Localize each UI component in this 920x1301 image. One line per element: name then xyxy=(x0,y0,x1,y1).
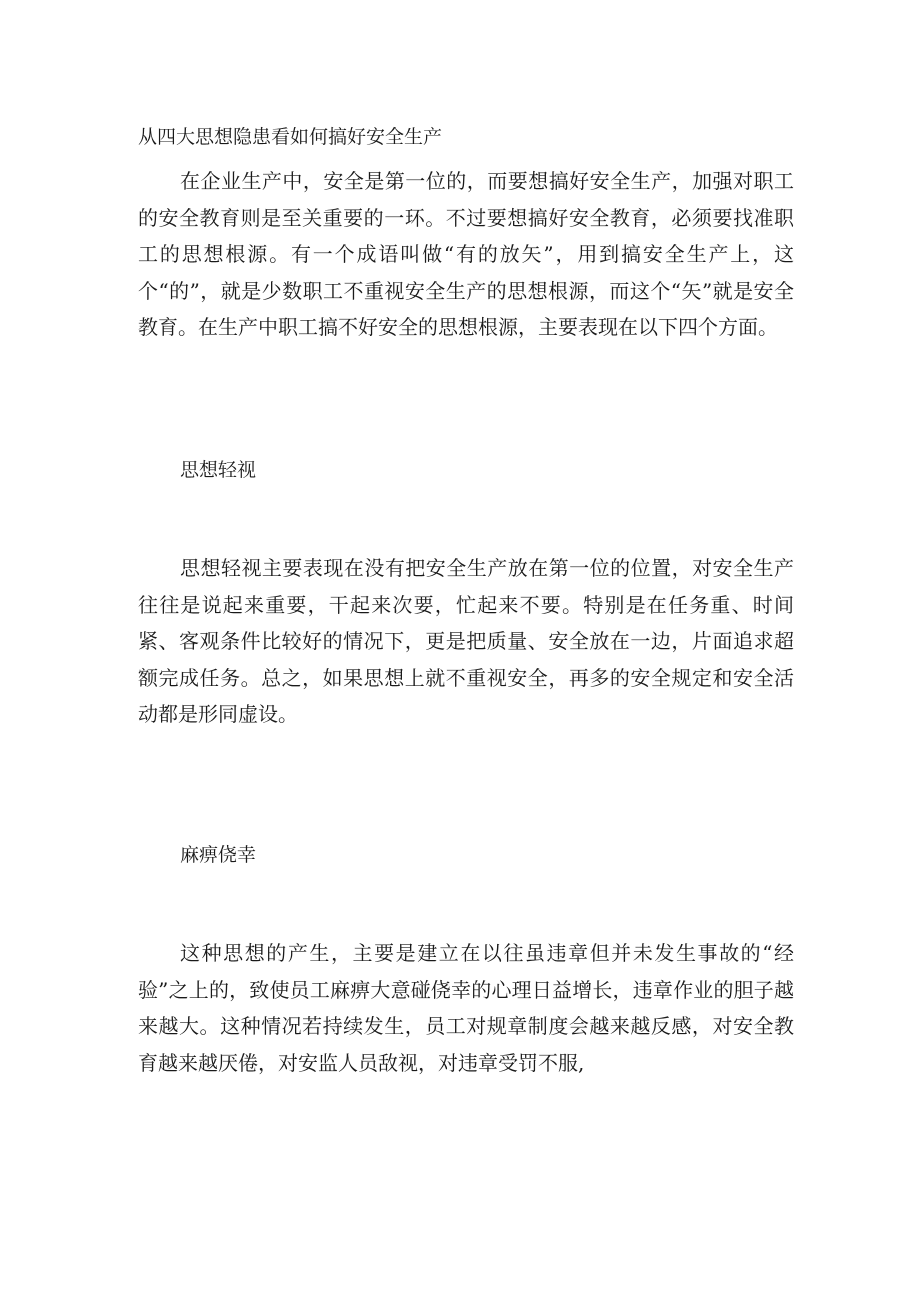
section-body-neglect: 思想轻视主要表现在没有把安全生产放在第一位的位置，对安全生产往往是说起来重要，干起来次要，忙起来不要。特别是在任务重、时间紧、客观条件比较好的情况下，更是把质量、安全放在一边，片面追求超额完成任务。总之，如果思想上就不重视安全，再多的安全规定和安全活动都是形同虚设。 xyxy=(138,556,794,726)
document-title: 从四大思想隐患看如何搞好安全生产 xyxy=(138,126,443,148)
intro-paragraph: 在企业生产中，安全是第一位的，而要想搞好安全生产，加强对职工的安全教育则是至关重要的一环。不过要想搞好安全教育，必须要找准职工的思想根源。有一个成语叫做“有的放矢”，用到搞安全生产上，这个“的”，就是少数职工不重视安全生产的思想根源，而这个“矢”就是安全教育。在生产中职工搞不好安全的思想根源，主要表现在以下四个方面。 xyxy=(138,169,794,339)
section-body-complacency: 这种思想的产生，主要是建立在以往虽违章但并未发生事故的“经验”之上的，致使员工麻痹大意碰侥幸的心理日益增长，违章作业的胆子越来越大。这种情况若持续发生，员工对规章制度会越来越反感，对安全教育越来越厌倦，对安监人员敌视，对违章受罚不服, xyxy=(138,941,794,1075)
section-heading-complacency: 麻痹侥幸 xyxy=(180,844,257,866)
section-heading-neglect: 思想轻视 xyxy=(180,459,257,481)
